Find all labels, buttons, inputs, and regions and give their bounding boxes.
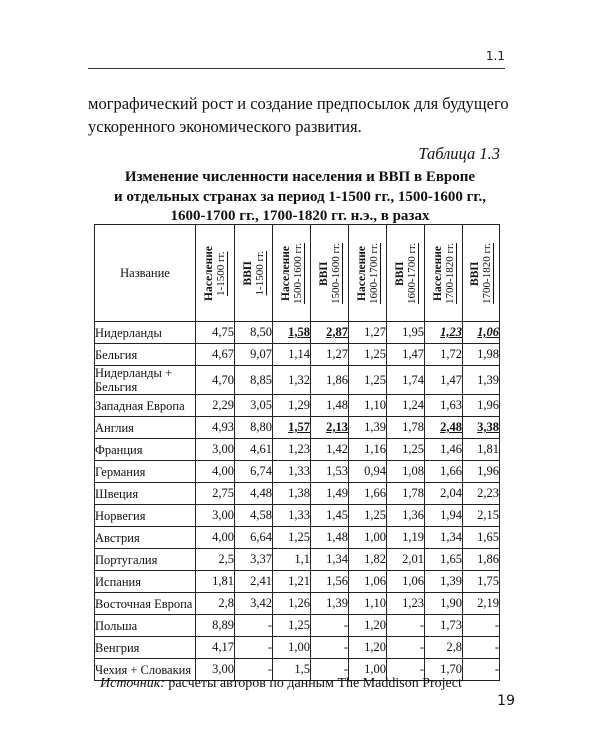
table-header-row: [95, 225, 500, 322]
table-cell: 1,20: [349, 637, 387, 659]
table-cell: -: [235, 659, 273, 681]
table-cell: 2,8: [196, 593, 235, 615]
table-cell: 1,38: [273, 483, 311, 505]
table-row: [95, 637, 500, 659]
table-cell: 1,96: [463, 395, 500, 417]
table-cell: 1,06: [387, 571, 425, 593]
column-header: [349, 225, 387, 322]
table-cell: 1,53: [311, 461, 349, 483]
table-cell: 1,63: [425, 395, 463, 417]
column-header-title: ВВП: [469, 260, 481, 286]
table-cell: 1,39: [425, 571, 463, 593]
table-cell: 1,48: [311, 395, 349, 417]
table-cell: 2,8: [425, 637, 463, 659]
table-row: [95, 322, 500, 344]
column-header: [273, 225, 311, 322]
table-cell: 6,64: [235, 527, 273, 549]
column-header: [387, 225, 425, 322]
table-cell: 1,25: [349, 505, 387, 527]
table-body: [95, 322, 500, 681]
table-cell: 1,33: [273, 461, 311, 483]
table-cell: 1,1: [273, 549, 311, 571]
column-header-title: Население: [355, 245, 368, 301]
table-cell: 1,75: [463, 571, 500, 593]
table-cell: -: [235, 615, 273, 637]
table-cell: 1,34: [425, 527, 463, 549]
table-cell: -: [311, 615, 349, 637]
table-cell: 1,86: [311, 366, 349, 395]
table-cell: 1,49: [311, 483, 349, 505]
table-cell: 1,16: [349, 439, 387, 461]
table-cell: 3,00: [196, 505, 235, 527]
row-name: Нидерланды + Бельгия: [95, 366, 196, 395]
column-header-period: 1-1500 гг.: [253, 250, 266, 296]
table-row: [95, 571, 500, 593]
table-cell: 3,00: [196, 439, 235, 461]
intro-line: ускоренного экономического развития.: [88, 117, 362, 136]
table-cell: 4,00: [196, 527, 235, 549]
table-row: [95, 395, 500, 417]
table-cell: 1,34: [311, 549, 349, 571]
table-cell: 4,61: [235, 439, 273, 461]
table-cell: 1,36: [387, 505, 425, 527]
table-cell: 1,72: [425, 344, 463, 366]
page-number: 19: [497, 693, 515, 709]
table-cell: 2,41: [235, 571, 273, 593]
table-cell: 1,00: [349, 659, 387, 681]
table-cell: 4,67: [196, 344, 235, 366]
table-cell: 1,21: [273, 571, 311, 593]
table-cell: 2,19: [463, 593, 500, 615]
row-name: Восточная Европа: [95, 593, 196, 615]
intro-line: мографический рост и создание предпосылок для будущего: [88, 94, 509, 113]
table-row: [95, 366, 500, 395]
page-header: [88, 18, 505, 69]
table-cell: 1,57: [273, 417, 311, 439]
row-name: Франция: [95, 439, 196, 461]
table-cell: 1,94: [425, 505, 463, 527]
table-cell: 4,93: [196, 417, 235, 439]
table-row: [95, 505, 500, 527]
row-name: Испания: [95, 571, 196, 593]
table-cell: 2,01: [387, 549, 425, 571]
table-cell: 1,06: [463, 322, 500, 344]
table-cell: 1,47: [425, 366, 463, 395]
table-row: [95, 615, 500, 637]
table-cell: 1,25: [273, 615, 311, 637]
table-cell: 1,47: [387, 344, 425, 366]
table-title-line: Изменение численности населения и ВВП в Европе: [124, 169, 476, 185]
table-cell: 3,38: [463, 417, 500, 439]
table-cell: 1,82: [349, 549, 387, 571]
column-header-period: 1700-1820 гг.: [443, 242, 456, 304]
table-cell: 8,50: [235, 322, 273, 344]
table-cell: 8,80: [235, 417, 273, 439]
column-header-title: ВВП: [317, 260, 330, 286]
table-cell: 1,45: [311, 505, 349, 527]
table-row: [95, 417, 500, 439]
table-cell: 1,39: [463, 366, 500, 395]
table-cell: 1,06: [349, 571, 387, 593]
table-cell: 1,96: [463, 461, 500, 483]
column-header: [463, 225, 500, 322]
table-cell: 1,00: [349, 527, 387, 549]
table-cell: 1,10: [349, 395, 387, 417]
table-cell: 1,25: [349, 344, 387, 366]
table-cell: 1,58: [273, 322, 311, 344]
row-name: Германия: [95, 461, 196, 483]
table-cell: 2,29: [196, 395, 235, 417]
table-cell: -: [311, 659, 349, 681]
row-name: Западная Европа: [95, 395, 196, 417]
table-cell: 1,23: [387, 593, 425, 615]
row-name: Португалия: [95, 549, 196, 571]
column-header-period: 1-1500 гг.: [215, 250, 227, 296]
source-note: [100, 676, 462, 692]
column-header: [311, 225, 349, 322]
column-header: [425, 225, 463, 322]
column-header: [235, 225, 273, 322]
table-cell: 1,48: [311, 527, 349, 549]
table-cell: 1,66: [425, 461, 463, 483]
table-cell: 1,46: [425, 439, 463, 461]
table-cell: 1,65: [463, 527, 500, 549]
table-cell: 8,85: [235, 366, 273, 395]
table-cell: 4,48: [235, 483, 273, 505]
table-cell: 1,73: [425, 615, 463, 637]
table-row: [95, 593, 500, 615]
table-cell: 3,37: [235, 549, 273, 571]
table-cell: 1,27: [311, 344, 349, 366]
table-cell: 1,25: [273, 527, 311, 549]
table-cell: 4,00: [196, 461, 235, 483]
row-name: Венгрия: [95, 637, 196, 659]
column-header-title: Население: [431, 245, 444, 301]
table-cell: 1,00: [273, 637, 311, 659]
table-label: Таблица 1.3: [418, 144, 500, 163]
table-cell: 2,5: [196, 549, 235, 571]
table-cell: 1,78: [387, 417, 425, 439]
table-cell: 1,5: [273, 659, 311, 681]
column-header-title: Население: [279, 245, 292, 301]
table-cell: 1,98: [463, 344, 500, 366]
table-cell: 1,70: [425, 659, 463, 681]
table-cell: 4,70: [196, 366, 235, 395]
table-title-line: 1600-1700 гг., 1700-1820 гг. н.э., в разах: [170, 208, 430, 224]
row-name: Австрия: [95, 527, 196, 549]
column-header: [196, 225, 235, 322]
table-cell: -: [235, 637, 273, 659]
table-cell: 3,42: [235, 593, 273, 615]
table-title: [90, 168, 510, 227]
table-cell: 3,00: [196, 659, 235, 681]
table-cell: 1,27: [349, 322, 387, 344]
table-cell: -: [463, 615, 500, 637]
table-cell: 2,87: [311, 322, 349, 344]
column-header-title: ВВП: [241, 260, 254, 286]
table-cell: 1,23: [273, 439, 311, 461]
table-row: [95, 527, 500, 549]
column-header-title: Население: [203, 245, 215, 301]
table-cell: 1,19: [387, 527, 425, 549]
source-text: расчеты авторов по данным The Maddison Project: [164, 676, 462, 691]
column-header-period: 1600-1700 гг.: [367, 242, 380, 304]
table-cell: 1,42: [311, 439, 349, 461]
table-row: [95, 549, 500, 571]
column-header-title: ВВП: [393, 260, 406, 286]
table-cell: -: [463, 637, 500, 659]
table-cell: 1,39: [311, 593, 349, 615]
table-cell: 2,15: [463, 505, 500, 527]
table-cell: 1,20: [349, 615, 387, 637]
table-cell: 2,48: [425, 417, 463, 439]
table-cell: 1,81: [196, 571, 235, 593]
table-cell: 4,75: [196, 322, 235, 344]
data-table: [94, 224, 500, 681]
table-cell: 1,86: [463, 549, 500, 571]
table-cell: 1,90: [425, 593, 463, 615]
table-cell: -: [387, 615, 425, 637]
table-cell: 4,17: [196, 637, 235, 659]
table-cell: 1,66: [349, 483, 387, 505]
table-cell: 1,24: [387, 395, 425, 417]
table-cell: 1,32: [273, 366, 311, 395]
row-name: Нидерланды: [95, 322, 196, 344]
row-name: Польша: [95, 615, 196, 637]
row-name: Чехия + Словакия: [95, 659, 196, 681]
table-cell: 1,74: [387, 366, 425, 395]
table-cell: 1,14: [273, 344, 311, 366]
table-row: [95, 461, 500, 483]
table-cell: 1,29: [273, 395, 311, 417]
source-label: Источник:: [100, 676, 165, 691]
table-cell: 2,23: [463, 483, 500, 505]
table-cell: 2,04: [425, 483, 463, 505]
column-header-period: 1600-1700 гг.: [405, 242, 418, 304]
column-header-period: 1500-1600 гг.: [291, 242, 304, 304]
table-cell: 1,81: [463, 439, 500, 461]
row-name: Швеция: [95, 483, 196, 505]
table-row: [95, 344, 500, 366]
column-header-period: 1700-1820 гг.: [481, 242, 493, 304]
table-cell: 1,95: [387, 322, 425, 344]
table-cell: -: [463, 659, 500, 681]
column-header-name: Название: [95, 225, 196, 322]
table-cell: 1,26: [273, 593, 311, 615]
table-title-line: и отдельных странах за период 1-1500 гг., 1500-1600 гг.,: [113, 188, 487, 205]
table-row: [95, 483, 500, 505]
table-cell: 1,25: [349, 366, 387, 395]
section-number: 1.1: [485, 49, 505, 63]
table-cell: -: [387, 637, 425, 659]
row-name: Норвегия: [95, 505, 196, 527]
table-cell: 4,58: [235, 505, 273, 527]
table-cell: 9,07: [235, 344, 273, 366]
column-header-period: 1500-1600 гг.: [329, 242, 342, 304]
table-cell: 8,89: [196, 615, 235, 637]
table-cell: 1,25: [387, 439, 425, 461]
table-cell: 6,74: [235, 461, 273, 483]
table-cell: 2,75: [196, 483, 235, 505]
table-cell: 1,56: [311, 571, 349, 593]
table-cell: 1,65: [425, 549, 463, 571]
table-cell: -: [387, 659, 425, 681]
table-cell: 1,10: [349, 593, 387, 615]
table-cell: 2,13: [311, 417, 349, 439]
table-cell: 1,78: [387, 483, 425, 505]
row-name: Англия: [95, 417, 196, 439]
table-cell: 3,05: [235, 395, 273, 417]
table-cell: 1,33: [273, 505, 311, 527]
table-cell: 1,23: [425, 322, 463, 344]
table-cell: 1,08: [387, 461, 425, 483]
table-cell: -: [311, 637, 349, 659]
row-name: Бельгия: [95, 344, 196, 366]
intro-paragraph: [88, 92, 509, 138]
table-cell: 0,94: [349, 461, 387, 483]
table-cell: 1,39: [349, 417, 387, 439]
table-row: [95, 439, 500, 461]
